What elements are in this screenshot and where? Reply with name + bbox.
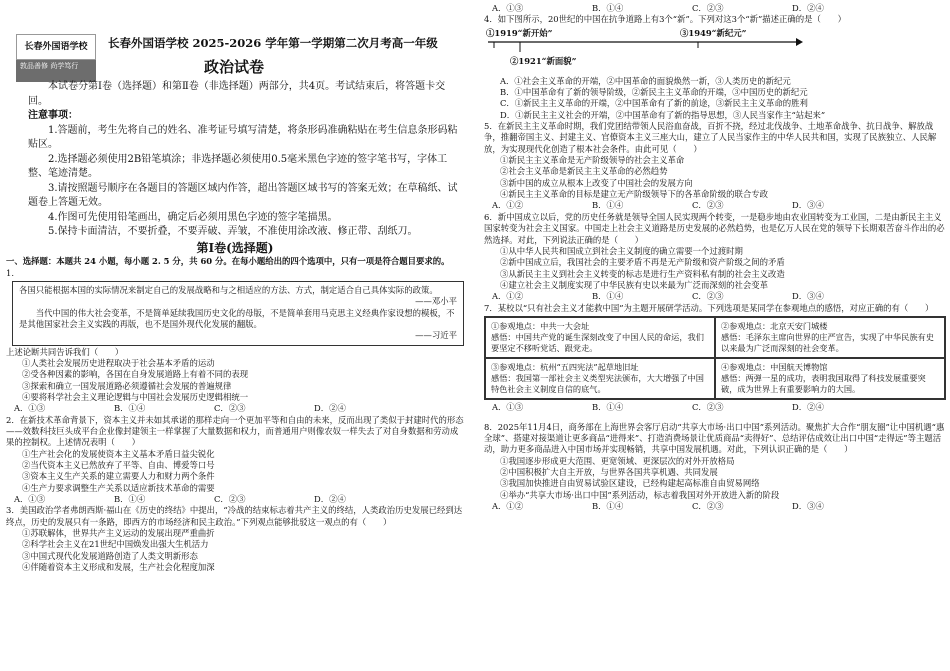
q3-option: ③中国式现代化发展道路创造了人类文明新形态 (22, 550, 198, 561)
answer-a: A．①② (492, 501, 524, 512)
q2-option: ①生产社会化的发展使资本主义基本矛盾日益尖锐化 (22, 448, 215, 459)
notes-title: 注意事项： (28, 110, 78, 121)
q6-option: ③从新民主主义到社会主义转变的标志是进行生产资料私有制的社会主义改造 (500, 268, 785, 279)
q3-answers (484, 3, 946, 14)
q5-stem: 5．在新民主主义革命时期，我们党团结带领人民浴血奋战，百折不挠，经过北伐战争、土地革命战争、抗日战争、解放战争，推翻帝国主义、封建主义、官僚资本主义三座大山，建立了人民当家作主的中华人民共和国，实现了民族独立、人民解放，为实现现代化创造了根本社会条件。由此可见（ ） (484, 121, 937, 154)
subject-title: 政治试卷 (203, 58, 264, 76)
q4-stem: 4．如下图所示，20世纪的中国在抗争道路上有3个“新”。下列对这3个“新”描述正确的是（ ） (484, 14, 847, 25)
q1-option: ①人类社会发展历史进程取决于社会基本矛盾的运动 (22, 357, 215, 368)
answer-c: C．②③ (692, 291, 724, 302)
q5-option: ④新民主主义革命的目标是建立无产阶级领导下的各革命阶级的联合专政 (500, 189, 768, 200)
answer-d: D．③④ (792, 501, 824, 512)
answer-a: A．①③ (492, 3, 524, 13)
timeline-label-1921: ②1921“新面貌” (510, 55, 577, 66)
q8-option: ①我国逐步形成更大范围、更宽领域、更深层次的对外开放格局 (500, 455, 735, 466)
answer-b: B．①④ (592, 291, 624, 302)
q1-quote2-source: ——习近平 (415, 330, 457, 341)
note-item: 2.选择题必须使用2B铅笔填涂；非选择题必须使用0.5毫米黑色字迹的签字笔书写，字体工整、笔迹清楚。 (28, 153, 448, 179)
q6-answers (484, 291, 946, 302)
q7-answers (484, 402, 946, 413)
q6-stem: 6．新中国成立以后，党的历史任务就是领导全国人民实现两个转变，一是稳步地由农业国转变为工业国，二是由新民主主义国家转变为社会主义国家。中国走上社会主义道路是历史发展的必然趋势，也是亿万人民在党的领导下长期艰苦奋斗作出的必然选择。对此，下列说法正确的是（ ） (484, 211, 945, 245)
answer-a: A．①③ (14, 403, 46, 414)
answer-b: B．①④ (592, 402, 624, 413)
q7-cell: ③参观地点：杭州“五四宪法”起草地旧址 感悟：我国第一部社会主义类型宪法颁布，大大增强了中国特色社会主义制度自信的底气。 (485, 358, 715, 399)
exam-intro (28, 80, 462, 240)
answer-d: D．②④ (792, 402, 824, 413)
answer-b: B．①④ (592, 200, 624, 211)
q1-option: ④要将科学社会主义理论逻辑与中国社会发展历史逻辑相统一 (22, 391, 249, 402)
q2-answers (6, 494, 464, 505)
q4-option: C．①新民主主义革命的开端，②中国革命有了新的前途，③新民主主义革命的胜利 (500, 98, 808, 109)
q1-stem: 上述论断共同告诉我们（ ） (6, 346, 124, 357)
logo-motto: 敦品善修 尚学笃行 (16, 60, 96, 82)
timeline-arrow (796, 38, 803, 46)
q7-stem: 7．某校以“只有社会主义才能救中国”为主题开展研学活动。下列选项是某同学在参观地点的感悟，对应正确的有（ ） (484, 302, 934, 313)
part1 (6, 238, 464, 573)
q3-option: ④伴随着资本主义形成和发展，生产社会化程度加深 (22, 562, 215, 573)
note-item: 3.请按照题号顺序在各题目的答题区域内作答，超出答题区域书写的答案无效；在草稿纸、试题卷上答题无效。 (28, 182, 458, 208)
q8-option: ④举办“共享大市场·出口中国”系列活动，标志着我国对外开放进入新的阶段 (500, 489, 780, 500)
q1-quote-box (12, 281, 464, 346)
answer-d: D．②④ (792, 3, 824, 13)
right-column (484, 3, 946, 512)
note-item: 4.作图可先使用铅笔画出，确定后必须用黑色字迹的签字笔描黑。 (48, 211, 338, 223)
answer-a: A．①③ (14, 494, 46, 505)
q8-option: ③我国加快推进自由贸易试验区建设，已经构建起高标准自由贸易网络 (500, 478, 760, 489)
q3-option: ②科学社会主义在21世纪中国焕发出强大生机活力 (22, 539, 209, 550)
q1-quote1: 各国只能根据本国的实际情况来制定自己的发展战略和与之相适应的方法、方式，制定适合自己具体实际的政策。 (19, 284, 438, 295)
school-title: 长春外国语学校 2025-2026 学年第一学期第二次月考高一年级 (108, 36, 438, 50)
q4-timeline (484, 28, 946, 74)
answer-d: D．②④ (314, 494, 346, 505)
timeline-label-1919: ①1919“新开始” (486, 27, 553, 38)
part1-instructions: 一、选择题：本题共 24 小题，每小题 2. 5 分，共 60 分。在每小题给出的四个选项中，只有一项是符合题目要求的。 (6, 256, 450, 267)
q6-option: ④建立社会主义制度实现了中华民族有史以来最为广泛而深刻的社会变革 (500, 279, 768, 290)
q4-option: B．①中国革命有了新的领导阶级，②新民主主义革命的开端，③中国历史的新纪元 (500, 87, 808, 98)
part1-title: 第Ⅰ卷(选择题) (196, 241, 274, 255)
answer-a: A．①③ (492, 402, 524, 413)
q2-option: ②当代资本主义已然放弃了平等、自由、博爱等口号 (22, 460, 215, 471)
answer-b: B．①④ (114, 403, 146, 414)
q1-option: ③探索和确立一国发展道路必须遵循社会发展的普遍规律 (22, 380, 232, 391)
q6-option: ②新中国成立后，我国社会的主要矛盾不再是无产阶级和资产阶级之间的矛盾 (500, 257, 785, 268)
logo-name: 长春外国语学校 (16, 34, 96, 60)
answer-c: C．②③ (214, 494, 246, 505)
answer-c: C．②③ (692, 501, 724, 512)
q2-option: ④生产力要求调整生产关系以适应新技术革命的需要 (22, 482, 215, 493)
answer-c: C．②③ (692, 402, 724, 413)
q8-stem: 8．2025年11月4日，商务部在上海世界会客厅启动“共享大市场·出口中国”系列活动。聚焦扩大合作“朋友圈”让中国机遇“惠全球”、搭建对接渠道让更多商品“进得来”、打造消费场景让优质商品“卖得好”、总结评估成效让出口中国“走得远”等主题活动，助力更多商品进入中国市场并实现畅销，共享中国发展机遇。对此，下列认识正确的是（ ） (484, 421, 945, 455)
timeline-label-1949: ③1949“新纪元” (680, 27, 747, 38)
q1-quote1-source: ——邓小平 (415, 296, 457, 307)
q5-option: ③新中国的成立从根本上改变了中国社会的发展方向 (500, 177, 693, 188)
q8-option: ②中国积极扩大自主开放，与世界各国共享机遇、共同发展 (500, 467, 718, 477)
q1-answers (6, 403, 464, 414)
q7-cell: ②参观地点：北京天安门城楼 感悟：毛泽东主席向世界的庄严宣告，实现了中华民族有史以来最为广泛而深刻的社会变革。 (715, 317, 945, 358)
answer-b: B．①④ (592, 3, 624, 13)
q5-option: ①新民主主义革命是无产阶级领导的社会主义革命 (500, 155, 685, 166)
q1-number: 1. (6, 267, 14, 278)
q2-stem: 2．在新技术革命背景下，资本主义并未如其承诺的那样走向一个更加平等和自由的未来，反而出现了类似于封建时代的形态——效数科技巨头成平台企业像封建领主一样掌握了大量数据和权力，而普通用户则像农奴一样失去了对自身数据和劳动成果的控制权。上述情况表明（ ） (6, 414, 464, 448)
answer-b: B．①④ (114, 494, 146, 505)
answer-c: C．②③ (692, 200, 724, 211)
answer-b: B．①④ (592, 501, 624, 512)
q7-cell: ①参观地点：中共一大会址 感悟：中国共产党的诞生深刻改变了中国人民的命运，我们要坚定不移听党话、跟党走。 (485, 317, 715, 358)
q7-cell: ④参观地点：中国航天博物馆 感悟：两弹一星的成功，表明我国取得了科技发展重要突破，成为世界上有重要影响力的大国。 (715, 358, 945, 399)
q6-option: ①从中华人民共和国成立到社会主义制度的确立需要一个过渡时期 (500, 245, 743, 256)
answer-c: C．②③ (692, 3, 724, 13)
q2-option: ③资本主义生产关系的建立需要人力和财力两个条件 (22, 471, 215, 482)
q3-option: ①苏联解体，世界共产主义运动的发展出现严重曲折 (22, 528, 215, 539)
answer-d: D．②④ (314, 403, 346, 414)
answer-a: A．①② (492, 291, 524, 302)
q5-answers (484, 200, 946, 211)
q1-quote2: 当代中国的伟大社会变革，不是简单延续我国历史文化的母版，不是简单套用马克思主义经典作家设想的模板，不是其他国家社会主义实践的再版，也不是国外现代化发展的翻版。 (19, 307, 455, 329)
note-item: 5.保持卡面清洁，不要折叠，不要弄破、弄皱，不准使用涂改液、修正带、刮纸刀。 (48, 226, 418, 237)
q4-option: A．①社会主义革命的开端，②中国革命的面貌焕然一新，③人类历史的新纪元 (500, 75, 791, 86)
q4-option: D．①新民主主义社会的开端，②中国革命有了新的指导思想，③人民当家作主“站起来” (500, 109, 826, 120)
exam-description: 本试卷分第Ⅰ卷（选择题）和第Ⅱ卷（非选择题）两部分，共4页。考试结束后，将答题卡交回。 (28, 81, 446, 107)
answer-a: A．①② (492, 200, 524, 211)
q7-grid (484, 316, 946, 400)
q1-option: ②受各种因素的影响，各国在自身发展道路上有着不同的表现 (22, 369, 249, 380)
q3-stem: 3．美国政治学者弗朗西斯·福山在《历史的终结》中提出，“冷战的结束标志着共产主义的终结，人类政治历史发展已经到达终点，历史的发展只有一条路，即西方的市场经济和民主政治。”下列观点能够批驳这一观点的有（ ） (6, 505, 463, 527)
note-item: 1.答题前，考生先将自己的姓名、准考证号填写清楚，将条形码准确粘贴在考生信息条形码粘贴区。 (28, 124, 458, 150)
answer-d: D．③④ (792, 200, 824, 211)
answer-c: C．②③ (214, 403, 246, 414)
q8-answers (484, 501, 946, 512)
q5-option: ②社会主义革命是新民主主义革命的必然趋势 (500, 166, 668, 177)
answer-d: D．③④ (792, 291, 824, 302)
